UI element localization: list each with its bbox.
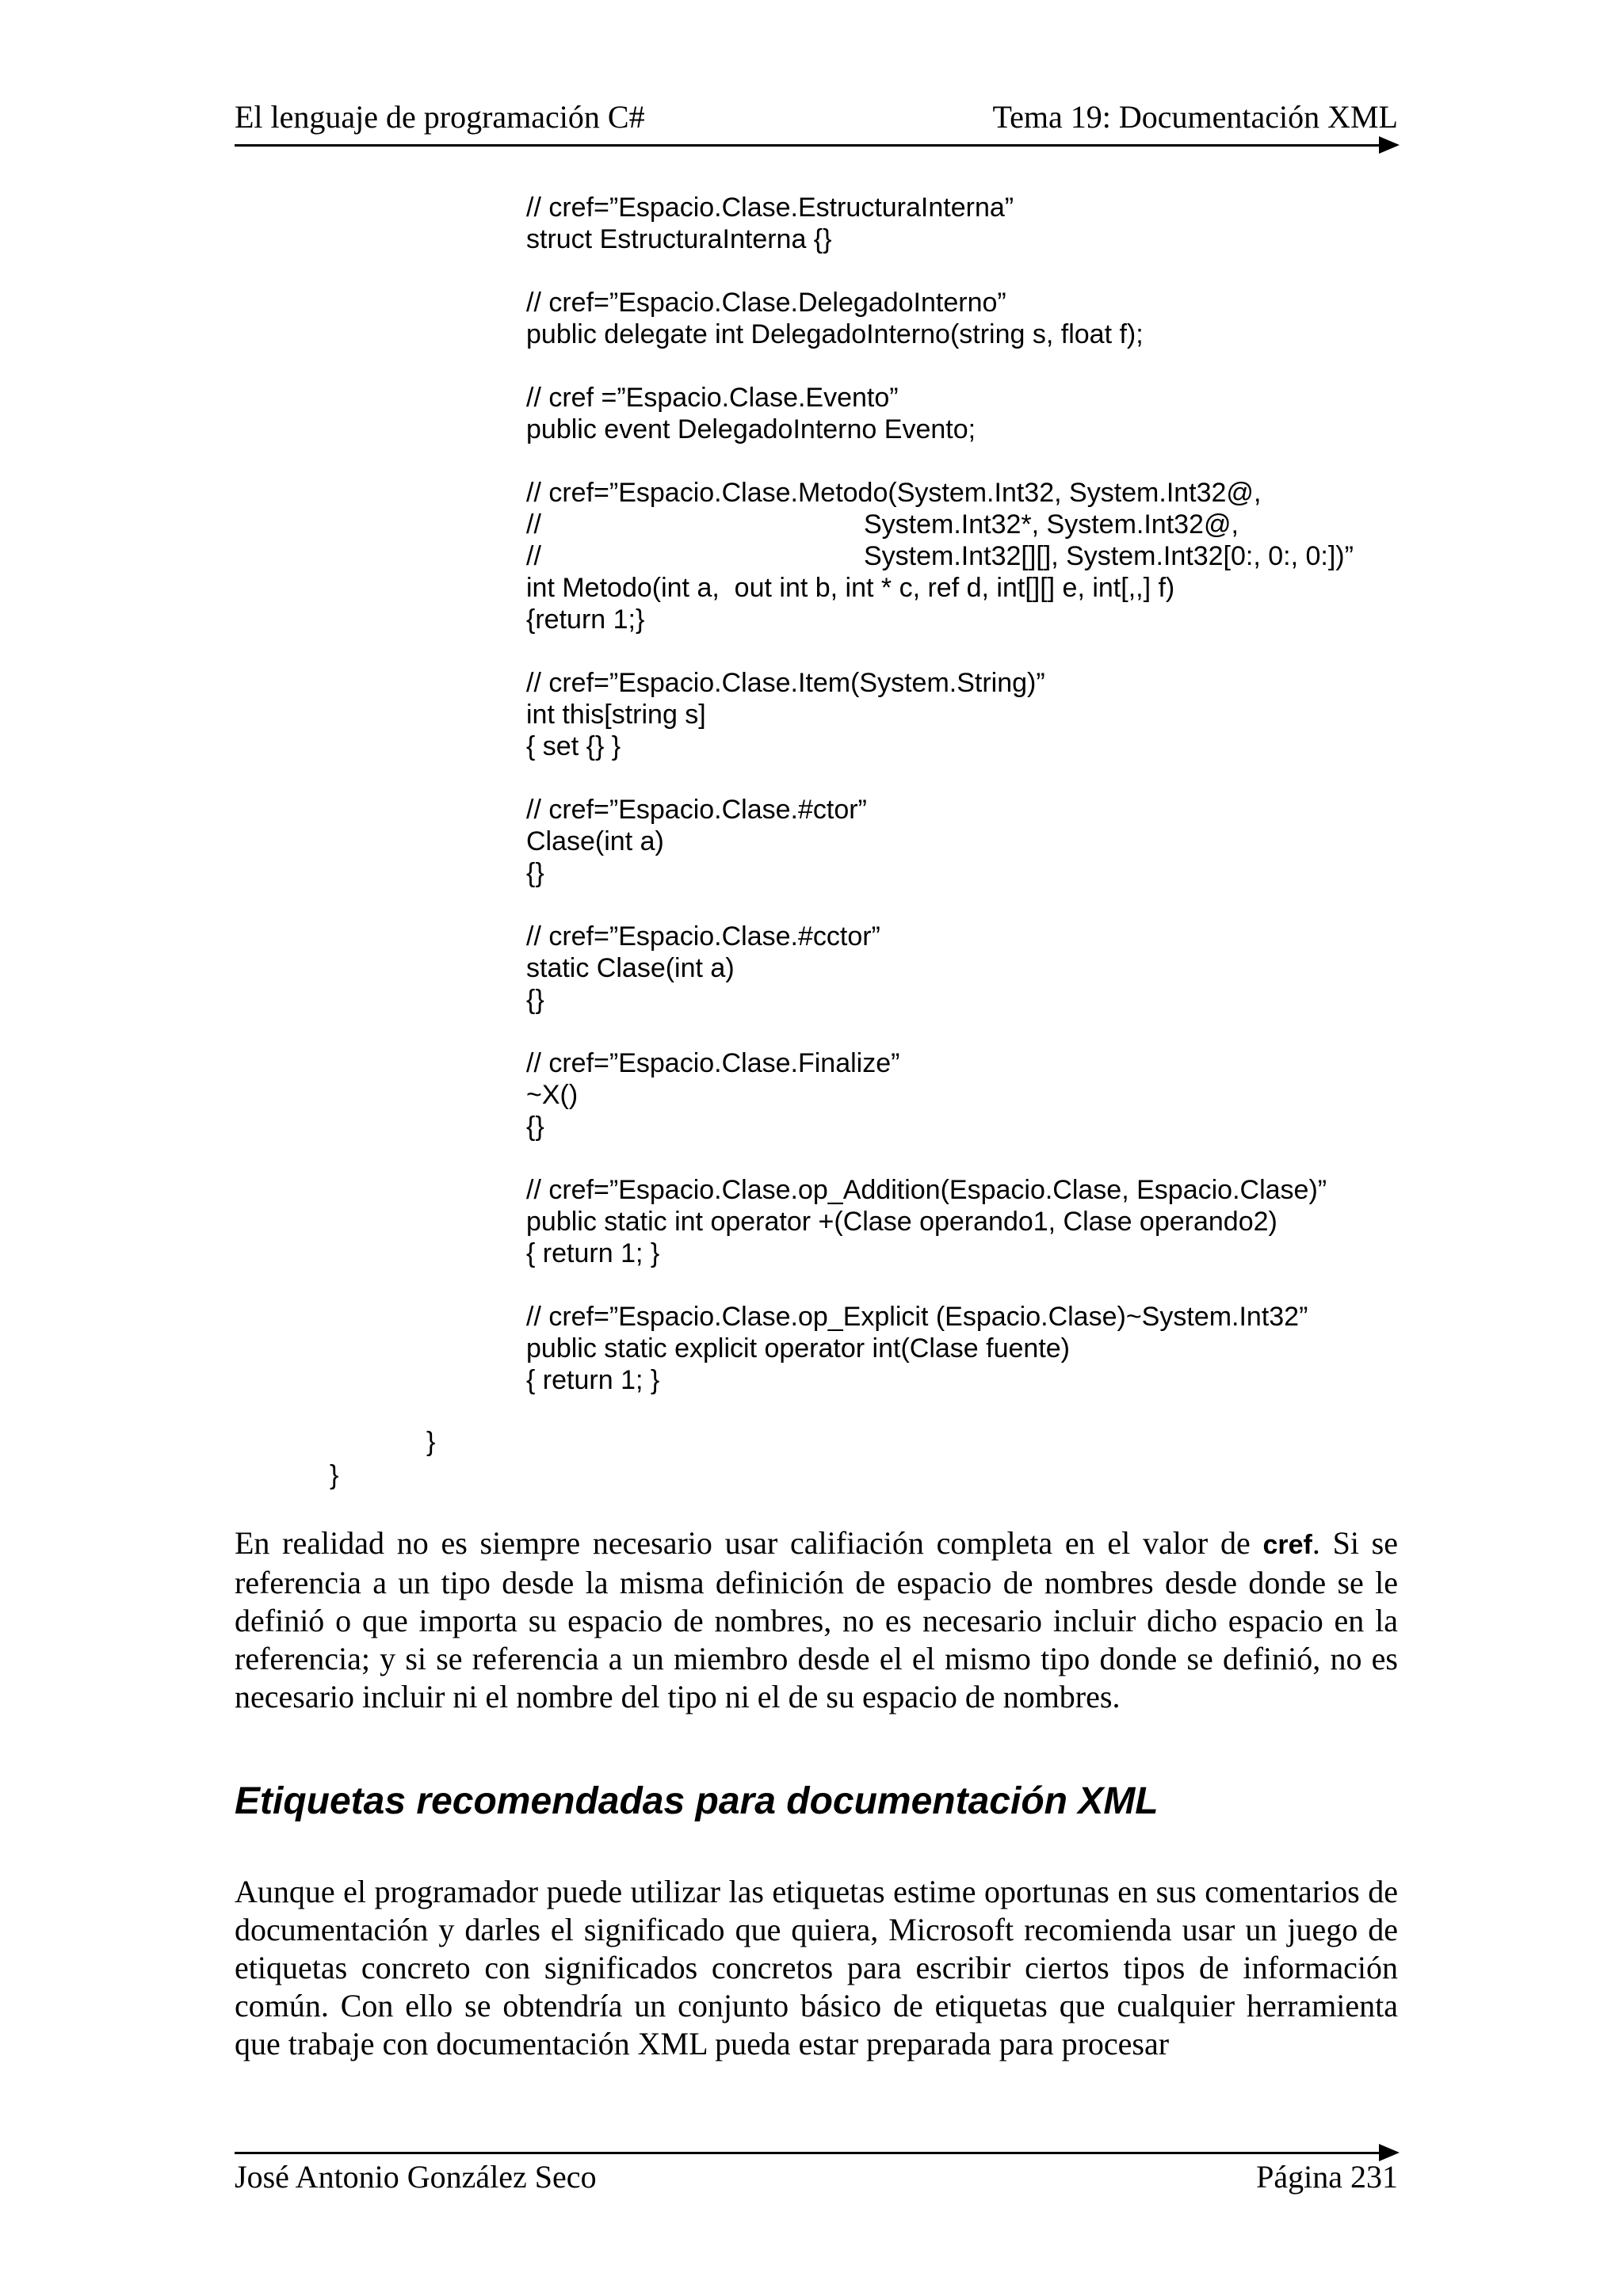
body-paragraph-tags: Aunque el programador puede utilizar las etiquetas estime oportunas en sus comentarios de documentación y darles el significado que quiera, Microsoft recomienda usar un juego de etiquetas concreto con significados concretos para escribir ciertos tipos de información común. Con ello se obtendría un conjunto básico de etiquetas que cualquier herramienta que trabaje con documentación XML pueda estar preparada para procesar <box>235 1874 1398 2061</box>
section-heading: Etiquetas recomendadas para documentación XML <box>235 1780 1159 1822</box>
code-line: static Clase(int a) <box>526 953 735 983</box>
code-block <box>526 1174 1398 1269</box>
code-line: ~X() <box>526 1080 579 1110</box>
code-block <box>526 1301 1398 1396</box>
code-line: // cref=”Espacio.Clase.Finalize” <box>526 1048 900 1078</box>
code-line: {} <box>526 1112 544 1142</box>
code-block <box>526 921 1398 1016</box>
footer-page-number: Página 231 <box>1256 2159 1398 2195</box>
paragraph-text: . Si se referencia a un tipo desde la misma definición de espacio de nombres desde donde se le definió o que importa su espacio de nombres, no es necesario incluir dicho espacio en la referencia; y si se referencia a un miembro desde el el mismo tipo donde se definió, no es necesario incluir ni el nombre del tipo ni el de su espacio de nombres. <box>235 1525 1398 1714</box>
code-line: struct EstructuraInterna {} <box>526 224 832 254</box>
code-line: public event DelegadoInterno Evento; <box>526 414 976 444</box>
code-line: // cref=”Espacio.Clase.op_Addition(Espacio.Clase, Espacio.Clase)” <box>526 1175 1327 1205</box>
footer-author: José Antonio González Seco <box>235 2159 597 2195</box>
code-line: {return 1;} <box>526 605 645 635</box>
code-continuation: System.Int32[][], System.Int32[0:, 0:, 0:])” <box>864 541 1354 571</box>
code-line: // cref=”Espacio.Clase.EstructuraInterna” <box>526 193 1014 223</box>
code-line: // cref=”Espacio.Clase.op_Explicit (Espacio.Clase)~System.Int32” <box>526 1302 1308 1332</box>
code-block <box>526 667 1398 762</box>
code-line: {} <box>526 985 544 1015</box>
code-line: public static explicit operator int(Clase fuente) <box>526 1333 1070 1363</box>
code-closing-brace-outer: } <box>330 1460 339 1490</box>
code-line: { return 1; } <box>526 1365 660 1395</box>
code-line <box>526 509 1398 540</box>
code-closing-brace-inner: } <box>426 1427 436 1457</box>
code-continuation: System.Int32*, System.Int32@, <box>864 509 1239 540</box>
code-line: // cref=”Espacio.Clase.DelegadoInterno” <box>526 288 1006 318</box>
header-book-title: El lenguaje de programación C# <box>235 99 645 135</box>
code-line: // cref=”Espacio.Clase.Metodo(System.Int32, System.Int32@, <box>526 478 1262 508</box>
header-rule <box>235 144 1385 147</box>
code-block <box>526 287 1398 350</box>
code-line: int Metodo(int a, out int b, int * c, ref d, int[][] e, int[,,] f) <box>526 573 1175 603</box>
code-line: // cref=”Espacio.Clase.#ctor” <box>526 795 867 825</box>
code-block <box>526 382 1398 445</box>
code-block <box>526 192 1398 255</box>
code-line: { return 1; } <box>526 1238 660 1268</box>
code-line: // cref =”Espacio.Clase.Evento” <box>526 383 899 413</box>
code-block <box>526 794 1398 889</box>
code-line: // cref=”Espacio.Clase.#cctor” <box>526 921 880 952</box>
code-block <box>526 477 1398 635</box>
footer-rule <box>235 2152 1385 2154</box>
code-block <box>526 1047 1398 1142</box>
cref-keyword: cref <box>1262 1530 1312 1560</box>
code-line: public static int operator +(Clase operando1, Clase operando2) <box>526 1207 1277 1237</box>
paragraph-text: En realidad no es siempre necesario usar califiación completa en el valor de <box>235 1525 1263 1561</box>
code-line: { set {} } <box>526 731 621 761</box>
body-paragraph-cref <box>235 1524 1398 1716</box>
code-listing <box>526 192 1398 1428</box>
code-line <box>526 540 1398 572</box>
header-chapter-title: Tema 19: Documentación XML <box>992 99 1398 135</box>
code-comment-marker: // <box>526 541 541 571</box>
code-line: // cref=”Espacio.Clase.Item(System.String)” <box>526 668 1045 698</box>
header-arrow-icon <box>1379 136 1400 154</box>
code-line: {} <box>526 858 544 888</box>
code-line: int this[string s] <box>526 700 706 730</box>
code-line: public delegate int DelegadoInterno(string s, float f); <box>526 319 1144 349</box>
code-comment-marker: // <box>526 509 541 540</box>
code-line: Clase(int a) <box>526 826 664 856</box>
